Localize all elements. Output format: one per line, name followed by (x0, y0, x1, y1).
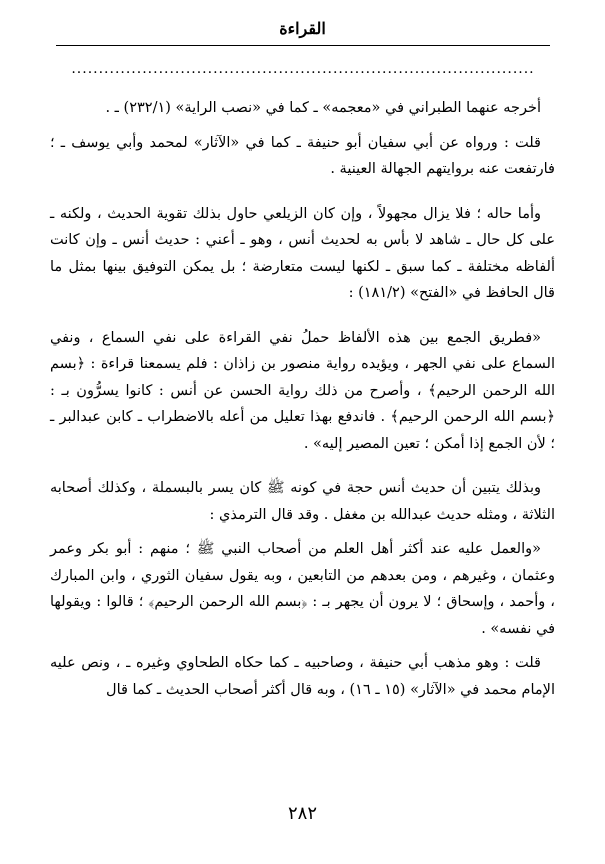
paragraph-conclusion: وبذلك يتبين أن حديث أنس حجة في كونه ﷺ كان يسر بالبسملة ، وكذلك أصحابه الثلاثة ، ومثله حديث عبدالله بن مغفل . وقد قال الترمذي : (50, 480, 555, 523)
paragraph-tabarani: أخرجه عنهما الطبراني في «معجمه» ـ كما في «نصب الراية» (٢٣٢/١) ـ . (105, 100, 541, 116)
paragraph-abu-hanifa-narration: قلت : ورواه عن أبي سفيان أبو حنيفة ـ كما في «الآثار» لمحمد وأبي يوسف ـ ؛ فارتفعت عنه بروايتهم الجهالة العينية . (50, 134, 555, 177)
page-number: ٢٨٢ (287, 803, 317, 824)
paragraph-fath-quote: «فطريق الجمع بين هذه الألفاظ حملُ نفي القراءة على نفي السماع ، ونفي السماع على نفي الجهر ، ويؤيده رواية منصور بن زاذان : فلم يسمعنا قراءة : ﴿بسم الله الرحمن الرحيم﴾ ، وأصرح من ذلك رواية الحسن عن أنس : كانوا يسرُّون بـ : ﴿بسم الله الرحمن الرحيم﴾ . فاندفع بهذا تعليل من أعله بالاضطراب ـ كابن عبدالبر ـ ؛ لأن الجمع إذا أمكن ؛ تعين المصير إليه» . (50, 329, 555, 452)
paragraph-tirmidhi-quote: «والعمل عليه عند أكثر أهل العلم من أصحاب النبي ﷺ ؛ منهم : أبو بكر وعمر وعثمان ، وغيرهم ، ومن بعدهم من التابعين ، وبه يقول سفيان الثوري ، وابن المبارك ، وأحمد ، وإسحاق ؛ لا يرون أن يجهر بـ : ﴿بسم الله الرحمن الرحيم﴾ ؛ قالوا : ويقولها في نفسه» . (50, 541, 555, 637)
page-body (50, 95, 555, 711)
header-rule (56, 45, 550, 46)
running-title: القراءة (279, 19, 326, 38)
dotted-separator: ..................................................................................... (71, 62, 535, 76)
paragraph-hanafi-madhhab: قلت : وهو مذهب أبي حنيفة ، وصاحبيه ـ كما حكاه الطحاوي وغيره ـ ، ونص عليه الإمام محمد في «الآثار» (١٥ ـ ١٦) ، وبه قال أكثر أصحاب الحديث ـ كما قال (50, 655, 555, 698)
paragraph-narrator-status: وأما حاله ؛ فلا يزال مجهولاً ، وإن كان الزيلعي حاول بذلك تقوية الحديث ، ولكنه ـ على كل حال ـ شاهد لا بأس به لحديث أنس ، وهو ـ أعني : حديث أنس ـ وإن كانت ألفاظه مختلفة ـ كما سبق ـ لكنها ليست متعارضة ؛ بل يمكن التوفيق بينها بمثل ما قال الحافظ في «الفتح» (١٨١/٢) : (50, 205, 555, 301)
